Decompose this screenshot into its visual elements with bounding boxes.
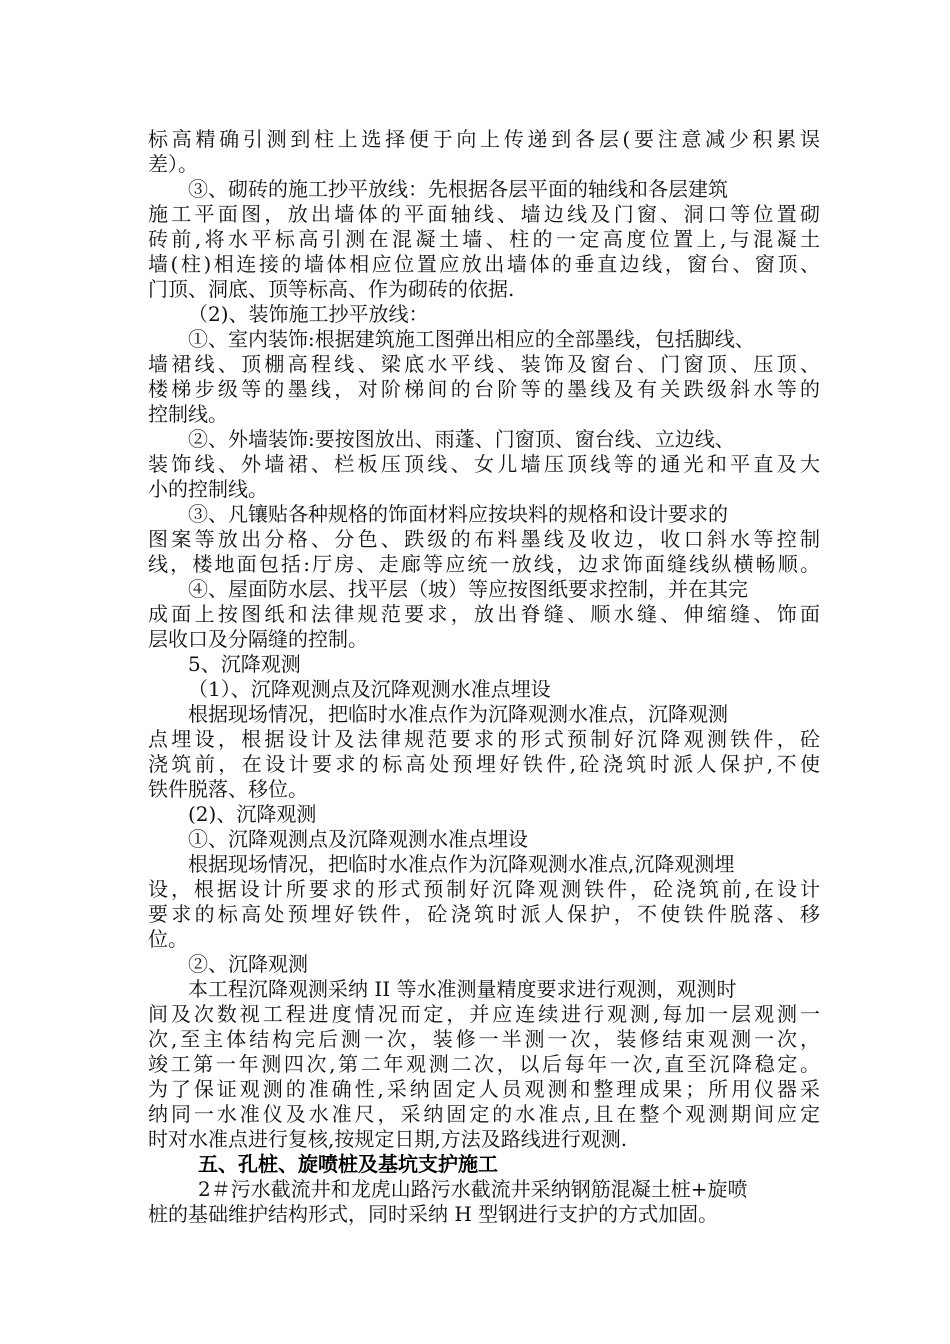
body-text-line: 纳同一水准仪及水准尺，采纳固定的水准点,且在整个观测期间应定: [148, 1102, 820, 1126]
body-text-line: 小的控制线。: [148, 477, 268, 501]
body-text-line: ③、砌砖的施工抄平放线：先根据各层平面的轴线和各层建筑: [188, 177, 728, 201]
body-text-line: 次,至主体结构完后测一次，装修一半测一次，装修结束观测一次，: [148, 1027, 820, 1051]
body-text-line: ③、凡镶贴各种规格的饰面材料应按块料的规格和设计要求的: [188, 502, 728, 526]
body-text-line: 浇筑前，在设计要求的标高处预埋好铁件,砼浇筑时派人保护,不使: [148, 752, 820, 776]
body-text-line: 施工平面图，放出墙体的平面轴线、墙边线及门窗、洞口等位置砌: [148, 202, 820, 226]
body-text-line: ②、外墙装饰:要按图放出、雨蓬、门窗顶、窗台线、立边线、: [188, 427, 735, 451]
body-text-line: 位。: [148, 927, 188, 951]
body-text-line: 桩的基础维护结构形式，同时采纳 H 型钢进行支护的方式加固。: [148, 1202, 719, 1226]
body-text-line: ①、室内装饰:根据建筑施工图弹出相应的全部墨线，包括脚线、: [188, 327, 755, 351]
chapter-heading: 五、孔桩、旋喷桩及基坑支护施工: [198, 1152, 498, 1176]
body-text-line: 2＃污水截流井和龙虎山路污水截流井采纳钢筋混凝土桩+旋喷: [198, 1177, 748, 1201]
body-text-line: ④、屋面防水层、找平层（坡）等应按图纸要求控制，并在其完: [188, 577, 748, 601]
body-text-line: 间及次数视工程进度情况而定，并应连续进行观测,每加一层观测一: [148, 1002, 820, 1026]
body-text-line: 墙(柱)相连接的墙体相应位置应放出墙体的垂直边线，窗台、窗顶、: [148, 252, 820, 276]
section-subheading: (2)、沉降观测: [188, 802, 317, 826]
body-text-line: 根据现场情况，把临时水准点作为沉降观测水准点,沉降观测埋: [188, 852, 735, 876]
body-text-line: 成面上按图纸和法律规范要求，放出脊缝、顺水缝、伸缩缝、饰面: [148, 602, 820, 626]
body-text-line: 本工程沉降观测采纳 II 等水准测量精度要求进行观测，观测时: [188, 977, 737, 1001]
body-text-line: 差）。: [148, 152, 198, 176]
body-text-line: 层收口及分隔缝的控制。: [148, 627, 368, 651]
section-heading: 5、沉降观测: [188, 652, 301, 676]
body-text-line: 墙裙线、顶棚高程线、梁底水平线、装饰及窗台、门窗顶、压顶、: [148, 352, 820, 376]
body-text-line: 装饰线、外墙裙、栏板压顶线、女儿墙压顶线等的通光和平直及大: [148, 452, 820, 476]
body-text-line: 控制线。: [148, 402, 228, 426]
body-text-line: 标高精确引测到柱上选择便于向上传递到各层(要注意减少积累误: [148, 127, 820, 151]
body-text-line: 时对水准点进行复核,按规定日期,方法及路线进行观测.: [148, 1127, 628, 1151]
body-text-line: 图案等放出分格、分色、跌级的布料墨线及收边，收口斜水等控制: [148, 527, 820, 551]
section-subheading: （1）、沉降观测点及沉降观测水准点埋设: [188, 677, 551, 701]
body-text-line: 铁件脱落、移位。: [148, 777, 308, 801]
body-text-line: 设，根据设计所要求的形式预制好沉降观测铁件，砼浇筑前,在设计: [148, 877, 820, 901]
body-text-line: 楼梯步级等的墨线，对阶梯间的台阶等的墨线及有关跌级斜水等的: [148, 377, 820, 401]
body-text-line: 点埋设，根据设计及法律规范要求的形式预制好沉降观测铁件，砼: [148, 727, 820, 751]
body-text-line: 门顶、洞底、顶等标高、作为砌砖的依据.: [148, 277, 515, 301]
section-subheading: ②、沉降观测: [188, 952, 308, 976]
section-subheading: （2)、装饰施工抄平放线：: [188, 302, 429, 326]
body-text-line: 竣工第一年测四次,第二年观测二次，以后每年一次,直至沉降稳定。: [148, 1052, 820, 1076]
body-text-line: 根据现场情况，把临时水准点作为沉降观测水准点，沉降观测: [188, 702, 728, 726]
body-text-line: 砖前,将水平标高引测在混凝土墙、柱的一定高度位置上,与混凝土: [148, 227, 820, 251]
body-text-line: 要求的标高处预埋好铁件，砼浇筑时派人保护，不使铁件脱落、移: [148, 902, 820, 926]
section-subheading: ①、沉降观测点及沉降观测水准点埋设: [188, 827, 528, 851]
body-text-line: 线，楼地面包括:厅房、走廊等应统一放线，边求饰面缝线纵横畅顺。: [148, 552, 820, 576]
body-text-line: 为了保证观测的准确性,采纳固定人员观测和整理成果；所用仪器采: [148, 1077, 820, 1101]
